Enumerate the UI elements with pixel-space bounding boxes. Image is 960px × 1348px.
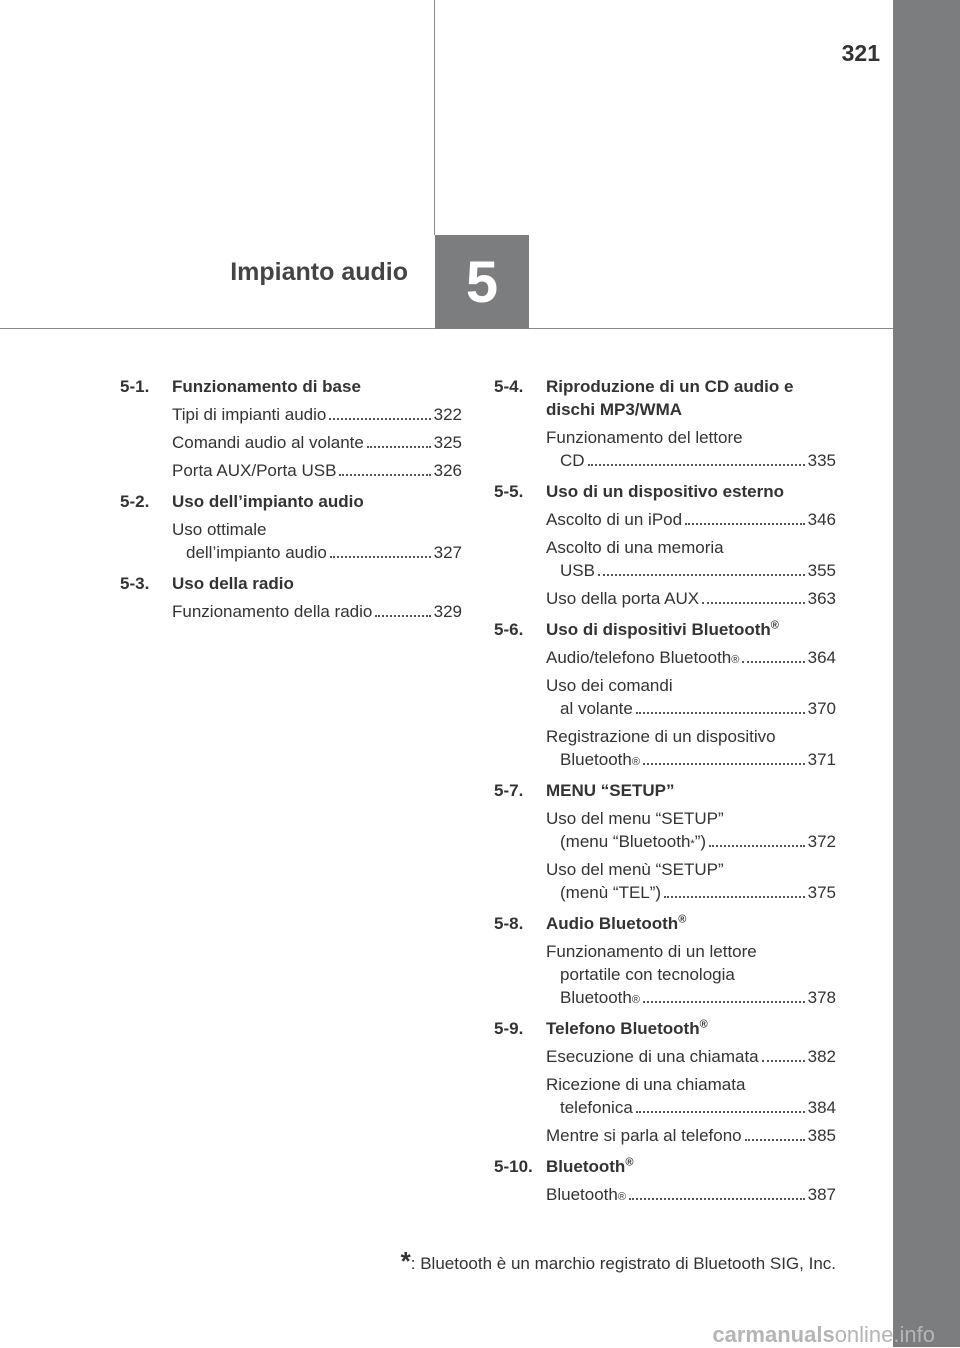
section-number: 5-9. — [494, 1019, 524, 1038]
entry-line — [172, 431, 462, 454]
entry-text: CD — [560, 451, 585, 470]
toc-section — [494, 1017, 836, 1147]
entry-line — [546, 1124, 836, 1147]
toc-section — [494, 480, 836, 610]
page-ref: 371 — [807, 750, 836, 769]
entry-text: Ascolto di una memoria — [546, 538, 724, 557]
entry-text: al volante — [560, 699, 633, 718]
section-number: 5-3. — [120, 574, 150, 593]
toc-entry — [120, 431, 462, 454]
section-title: Uso di dispositivi Bluetooth — [546, 620, 771, 639]
section-title: Bluetooth — [546, 1157, 626, 1176]
entry-line — [546, 807, 836, 830]
dot-leader — [643, 763, 805, 765]
entry-text: Comandi audio al volante — [172, 433, 364, 452]
entry-line — [172, 459, 462, 482]
dot-leader — [702, 602, 805, 604]
toc-section — [494, 375, 836, 472]
entry-text: Funzionamento della radio — [172, 602, 373, 621]
dot-leader — [745, 1139, 805, 1141]
entry-line — [172, 600, 462, 623]
entry-text: dell’impianto audio — [186, 543, 327, 562]
toc-section — [494, 912, 836, 1009]
dot-leader — [330, 556, 431, 558]
dot-leader — [762, 1060, 805, 1062]
entry-text: telefonica — [560, 1098, 633, 1117]
toc-entry — [120, 403, 462, 426]
dot-leader — [664, 896, 805, 898]
toc-entry — [494, 508, 836, 531]
page-ref: 325 — [433, 433, 462, 452]
entry-line — [546, 536, 836, 559]
toc-entry — [120, 459, 462, 482]
vertical-rule — [434, 0, 435, 235]
entry-line — [546, 1045, 836, 1068]
entry-text: Uso del menu “SETUP” — [546, 809, 724, 828]
entry-line — [546, 1096, 836, 1119]
toc-entry — [494, 940, 836, 1009]
section-number: 5-10. — [494, 1157, 533, 1176]
chapter-number-box — [435, 235, 529, 329]
toc-entry — [494, 858, 836, 904]
section-title: MENU “SETUP” — [546, 781, 675, 800]
page-ref: 329 — [433, 602, 462, 621]
section-heading — [494, 1017, 836, 1040]
section-number: 5-1. — [120, 377, 150, 396]
entry-line — [546, 940, 836, 963]
dot-leader — [598, 574, 805, 576]
toc-column-right — [494, 375, 836, 1214]
toc-entry — [494, 426, 836, 472]
entry-line — [546, 963, 836, 986]
toc-entry — [494, 725, 836, 771]
toc-entry — [494, 646, 836, 669]
entry-text: (menù “TEL”) — [560, 883, 662, 902]
entry-line — [546, 881, 836, 904]
page-ref: 327 — [433, 543, 462, 562]
page-ref: 385 — [807, 1126, 836, 1145]
side-tab-bar — [893, 0, 960, 1347]
dot-leader — [339, 474, 430, 476]
page-ref: 363 — [807, 589, 836, 608]
entry-line — [172, 518, 462, 541]
dot-leader — [588, 464, 805, 466]
toc-entry — [494, 587, 836, 610]
entry-text: Bluetooth — [560, 988, 632, 1007]
entry-line — [546, 449, 836, 472]
page-ref: 387 — [807, 1185, 836, 1204]
section-heading — [494, 779, 836, 802]
footnote — [400, 1246, 836, 1276]
entry-line — [546, 858, 836, 881]
section-title: Uso di un dispositivo esterno — [546, 482, 785, 501]
dot-leader — [329, 418, 430, 420]
entry-line: Bluetooth ® 378 — [560, 988, 836, 1007]
watermark-bold: carmanuals — [712, 1322, 835, 1347]
dot-leader — [636, 712, 805, 714]
toc-entry — [494, 536, 836, 582]
entry-line — [172, 403, 462, 426]
entry-line — [172, 541, 462, 564]
entry-line — [546, 559, 836, 582]
entry-text: Porta AUX/Porta USB — [172, 461, 337, 480]
footnote-text: : Bluetooth è un marchio registrato di Bluetooth SIG, Inc. — [410, 1254, 836, 1273]
entry-line — [546, 725, 836, 748]
entry-text: Esecuzione di una chiamata — [546, 1047, 759, 1066]
toc-section — [120, 375, 462, 482]
page-ref: 370 — [807, 699, 836, 718]
section-title: Uso della radio — [172, 574, 294, 593]
section-heading — [494, 1155, 836, 1178]
entry-text: Funzionamento del lettore — [546, 428, 743, 447]
section-title-cont: dischi MP3/WMA — [546, 400, 683, 419]
section-title: Riproduzione di un CD audio e — [546, 377, 794, 396]
entry-text: USB — [560, 561, 595, 580]
toc-entry — [120, 518, 462, 564]
toc-section — [120, 490, 462, 564]
entry-line — [546, 697, 836, 720]
entry-text: Bluetooth — [560, 750, 632, 769]
entry-line — [546, 426, 836, 449]
page-ref: 382 — [807, 1047, 836, 1066]
entry-text: Ricezione di una chiamata — [546, 1075, 746, 1094]
entry-text: Ascolto di un iPod — [546, 510, 683, 529]
entry-text: Mentre si parla al telefono — [546, 1126, 742, 1145]
registered-mark: ® — [625, 1156, 634, 1169]
section-number: 5-8. — [494, 914, 524, 933]
registered-mark: ® — [678, 913, 687, 926]
section-heading — [494, 375, 836, 421]
dot-leader — [685, 523, 805, 525]
section-heading — [120, 572, 462, 595]
section-title: Telefono Bluetooth — [546, 1019, 700, 1038]
toc-section — [120, 572, 462, 623]
section-number: 5-7. — [494, 781, 524, 800]
toc-entry — [494, 1045, 836, 1068]
page-ref: 372 — [807, 832, 836, 851]
registered-mark: ® — [699, 1018, 708, 1031]
page-ref: 375 — [807, 883, 836, 902]
section-number: 5-5. — [494, 482, 524, 501]
page-ref: 326 — [433, 461, 462, 480]
watermark — [712, 1322, 935, 1348]
toc-section — [494, 1155, 836, 1206]
entry-text: Funzionamento di un lettore — [546, 942, 757, 961]
toc-entry — [494, 807, 836, 853]
entry-text: Audio/telefono Bluetooth — [546, 648, 732, 667]
toc-entry — [494, 674, 836, 720]
entry-text: Registrazione di un dispositivo — [546, 727, 776, 746]
section-heading — [120, 490, 462, 513]
dot-leader — [643, 1001, 805, 1003]
toc-entry — [120, 600, 462, 623]
watermark-rest: online.info — [834, 1322, 935, 1347]
toc-column-left — [120, 375, 462, 631]
section-title: Uso dell’impianto audio — [172, 492, 364, 511]
page-ref: 384 — [807, 1098, 836, 1117]
toc-section — [494, 618, 836, 771]
entry-line — [546, 674, 836, 697]
page-ref: 355 — [807, 561, 836, 580]
chapter-number: 5 — [465, 249, 499, 315]
entry-line: (menu “Bluetooth * ”) 372 — [560, 832, 836, 851]
section-number: 5-4. — [494, 377, 524, 396]
dot-leader — [742, 661, 804, 663]
page-ref: 346 — [807, 510, 836, 529]
page-ref: 322 — [433, 405, 462, 424]
toc-entry — [494, 1073, 836, 1119]
page-ref: 364 — [807, 648, 836, 667]
dot-leader — [367, 446, 431, 448]
dot-leader — [375, 615, 430, 617]
registered-mark: ® — [770, 619, 779, 632]
chapter-title: Impianto audio — [230, 258, 408, 286]
entry-line: Bluetooth ® 371 — [560, 750, 836, 769]
entry-text: Uso dei comandi — [546, 676, 673, 695]
entry-line: Audio/telefono Bluetooth ® 364 — [546, 648, 836, 667]
toc-entry — [494, 1124, 836, 1147]
entry-text: Uso della porta AUX — [546, 589, 700, 608]
entry-text: Uso ottimale — [172, 520, 267, 539]
dot-leader — [629, 1198, 805, 1200]
entry-text: Uso del menù “SETUP” — [546, 860, 724, 879]
toc-entry — [494, 1183, 836, 1206]
entry-line — [546, 508, 836, 531]
section-title: Funzionamento di base — [172, 377, 361, 396]
entry-suffix: ”) — [694, 832, 707, 851]
page-number: 321 — [841, 40, 880, 66]
entry-text: portatile con tecnologia — [560, 965, 735, 984]
entry-text: Tipi di impianti audio — [172, 405, 327, 424]
section-title: Audio Bluetooth — [546, 914, 679, 933]
entry-line — [546, 587, 836, 610]
section-heading — [494, 480, 836, 503]
footnote-mark: * — [400, 1246, 411, 1276]
entry-text: (menu “Bluetooth — [560, 832, 691, 851]
page-ref: 378 — [807, 988, 836, 1007]
dot-leader — [709, 845, 805, 847]
entry-line: Bluetooth ® 387 — [546, 1185, 836, 1204]
section-heading — [120, 375, 462, 398]
toc-section — [494, 779, 836, 904]
section-number: 5-6. — [494, 620, 524, 639]
section-heading — [494, 912, 836, 935]
dot-leader — [636, 1111, 805, 1113]
page-ref: 335 — [807, 451, 836, 470]
entry-text: Bluetooth — [546, 1185, 618, 1204]
section-number: 5-2. — [120, 492, 150, 511]
section-heading — [494, 618, 836, 641]
entry-line — [546, 1073, 836, 1096]
